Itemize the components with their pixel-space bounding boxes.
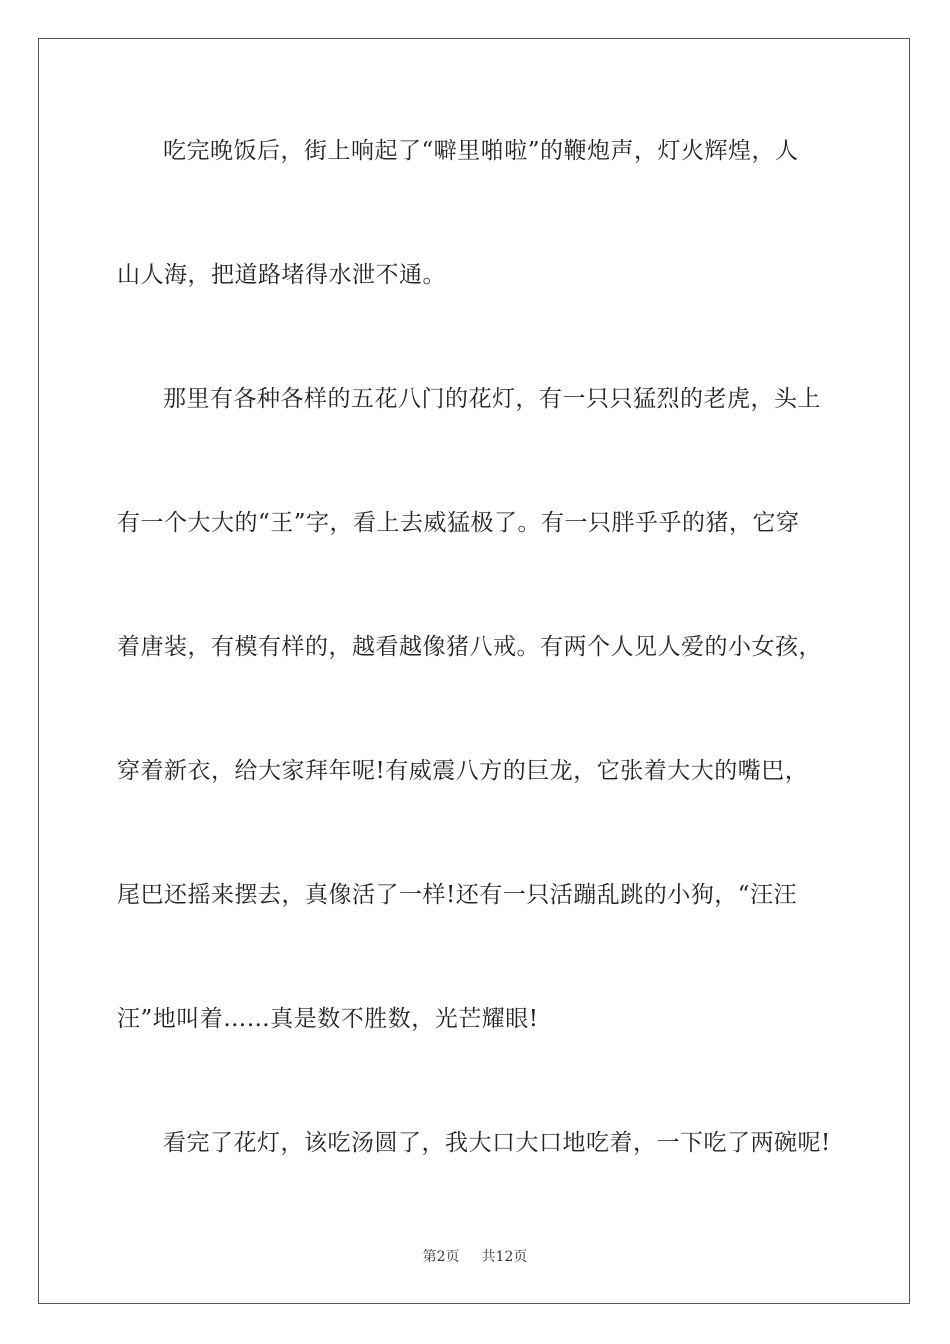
paragraph-1-line-2: 山人海，把道路堵得水泄不通。 <box>117 262 446 288</box>
paragraph-3-line-1: 看完了花灯，该吃汤圆了，我大口大口地吃着，一下吃了两碗呢! <box>163 1130 831 1156</box>
page-footer <box>0 1246 950 1266</box>
page-border <box>38 38 910 1304</box>
paragraph-2-line-3: 着唐装，有模有样的，越看越像猪八戒。有两个人见人爱的小女孩， <box>117 634 822 660</box>
paragraph-2-line-4: 穿着新衣，给大家拜年呢!有威震八方的巨龙，它张着大大的嘴巴， <box>117 758 809 784</box>
paragraph-2-line-5: 尾巴还摇来摆去，真像活了一样!还有一只活蹦乱跳的小狗，“汪汪 <box>117 882 798 908</box>
page-total: 共12页 <box>481 1249 528 1265</box>
paragraph-2-line-6: 汪”地叫着……真是数不胜数，光芒耀眼! <box>117 1006 539 1032</box>
paragraph-1-line-1: 吃完晚饭后，街上响起了“噼里啪啦”的鞭炮声，灯火辉煌，人 <box>163 138 799 164</box>
paragraph-2-line-2: 有一个大大的“王”字，看上去威猛极了。有一只胖乎乎的猪，它穿 <box>117 510 800 536</box>
page-number: 第2页 <box>422 1249 460 1265</box>
paragraph-2-line-1: 那里有各种各样的五花八门的花灯，有一只只猛烈的老虎，头上 <box>163 386 821 412</box>
